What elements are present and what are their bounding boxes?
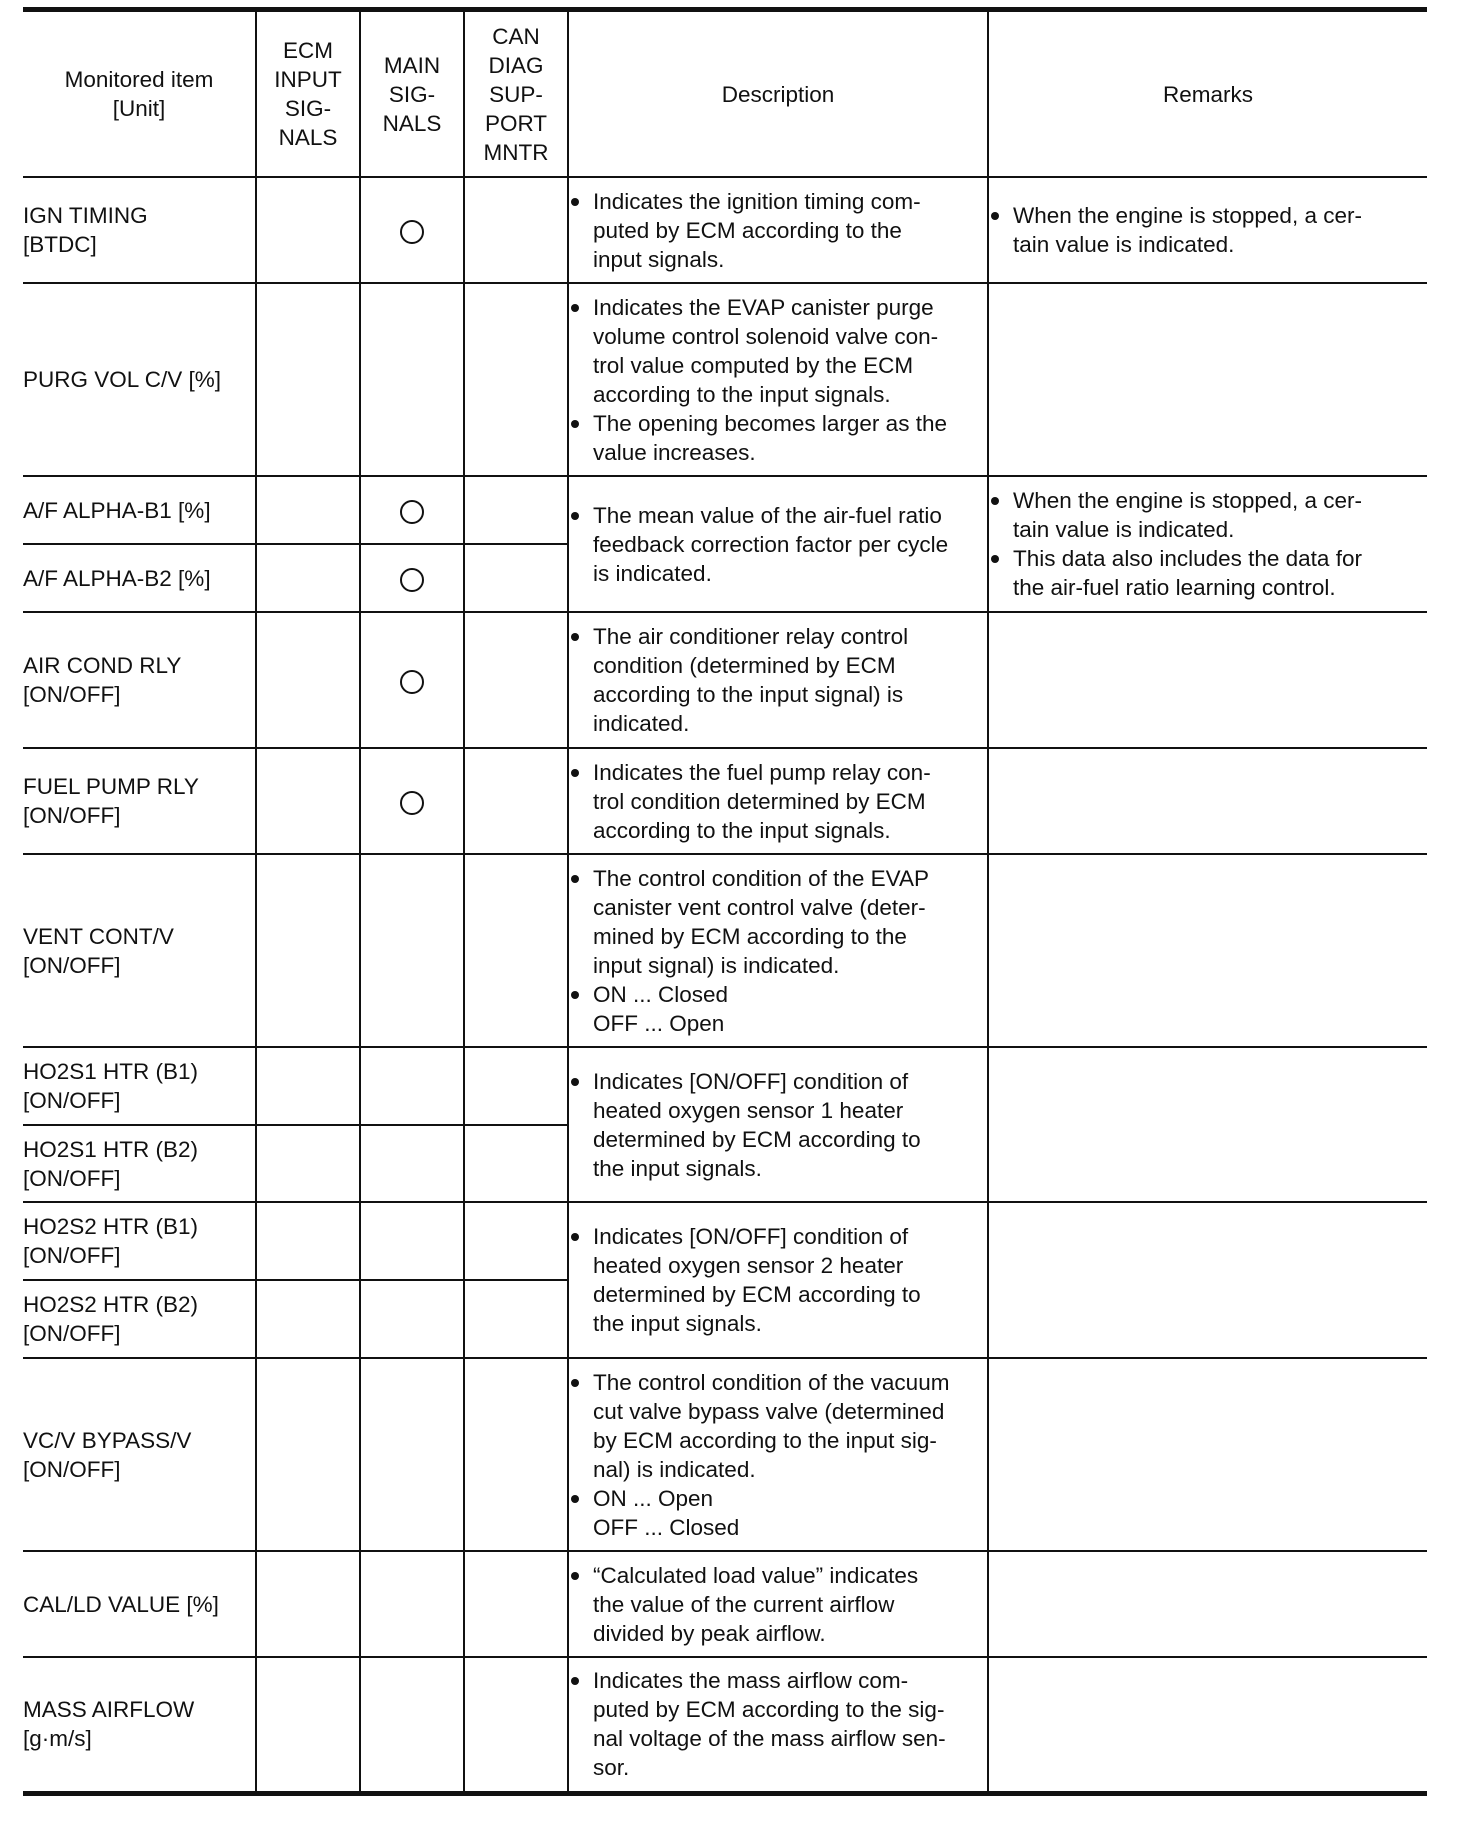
main-signal-cell — [360, 1657, 464, 1793]
can-diag-cell — [464, 1551, 568, 1657]
bullet-list — [569, 622, 987, 738]
table-row — [23, 854, 1427, 1047]
cell-line: CAL/LD VALUE [%] — [23, 1591, 219, 1617]
description-cell — [568, 854, 988, 1047]
remarks-cell — [988, 1202, 1427, 1358]
remarks-cell — [988, 1358, 1427, 1551]
main-signal-cell — [360, 177, 464, 283]
cell-line: INPUT — [274, 67, 342, 92]
cell-line: SUP- — [489, 81, 543, 107]
main-signal-cell — [360, 544, 464, 612]
item-cell — [23, 1280, 256, 1358]
bullet-item: When the engine is stopped, a cer- tain value is indicated. — [989, 486, 1427, 544]
cell-line: MASS AIRFLOW — [23, 1697, 195, 1723]
bullet-item: The control condition of the EVAP canister vent control valve (deter- mined by ECM according to the input signal) is indicated. — [569, 864, 987, 980]
bullet-item: ON ... Open OFF ... Closed — [569, 1484, 987, 1542]
cell-line: VENT CONT/V — [23, 923, 174, 949]
cell-line: PURG VOL C/V [%] — [23, 367, 221, 392]
remarks-cell — [988, 748, 1427, 854]
bullet-item: The opening becomes larger as the value increases. — [569, 409, 987, 467]
item-cell — [23, 854, 256, 1047]
remarks-cell — [988, 476, 1427, 612]
main-signal-cell — [360, 748, 464, 854]
bullet-list — [569, 758, 987, 845]
cell-line: MAIN — [383, 52, 441, 78]
cell-line: IGN TIMING — [23, 203, 148, 228]
ecm-input-cell — [256, 612, 360, 748]
bullet-item: The mean value of the air-fuel ratio feedback correction factor per cycle is indicated. — [569, 501, 987, 588]
bullet-list — [569, 293, 987, 467]
table-row — [23, 748, 1427, 854]
header-can-diag-support-mntr — [464, 10, 568, 178]
table-row — [23, 1202, 1427, 1280]
can-diag-cell — [464, 1047, 568, 1125]
bullet-list — [569, 864, 987, 1038]
bullet-item: This data also includes the data for the air-fuel ratio learning control. — [989, 544, 1427, 602]
cell-line: [Unit] — [112, 96, 166, 121]
remarks-cell — [988, 1657, 1427, 1793]
ecm-input-cell — [256, 283, 360, 476]
ecm-input-cell — [256, 748, 360, 854]
ecm-input-cell — [256, 1125, 360, 1202]
table-row — [23, 612, 1427, 748]
item-cell — [23, 177, 256, 283]
remarks-cell — [988, 177, 1427, 283]
cell-line: NALS — [278, 125, 338, 150]
cell-line: ECM — [283, 38, 333, 63]
table-row — [23, 1358, 1427, 1551]
cell-line: [ON/OFF] — [23, 803, 121, 828]
description-cell — [568, 1551, 988, 1657]
cell-line: [ON/OFF] — [23, 1243, 121, 1268]
cell-line: [ON/OFF] — [23, 1165, 121, 1191]
table-row — [23, 1047, 1427, 1125]
main-signal-cell — [360, 854, 464, 1047]
header-description: Description — [568, 10, 988, 178]
description-cell — [568, 1358, 988, 1551]
cell-line: [ON/OFF] — [23, 1456, 121, 1482]
cell-line: [ON/OFF] — [23, 1321, 121, 1346]
main-signal-mark — [400, 670, 424, 694]
cell-line: SIG- — [388, 81, 436, 107]
item-cell — [23, 283, 256, 476]
item-cell — [23, 1551, 256, 1657]
ecm-input-cell — [256, 177, 360, 283]
bullet-list — [569, 1222, 987, 1338]
item-cell — [23, 1125, 256, 1202]
can-diag-cell — [464, 1358, 568, 1551]
description-cell — [568, 1202, 988, 1358]
ecm-input-cell — [256, 1202, 360, 1280]
cell-line: [g·m/s] — [23, 1726, 92, 1752]
ecm-input-cell — [256, 854, 360, 1047]
description-cell — [568, 1657, 988, 1793]
header-remarks: Remarks — [988, 10, 1427, 178]
main-signal-cell — [360, 1280, 464, 1358]
can-diag-cell — [464, 1280, 568, 1358]
item-cell: A/F ALPHA-B1 [%] — [23, 476, 256, 544]
cell-line: [ON/OFF] — [23, 1088, 121, 1113]
description-cell — [568, 177, 988, 283]
item-cell — [23, 612, 256, 748]
cell-line: VC/V BYPASS/V — [23, 1427, 192, 1453]
bullet-item: Indicates the fuel pump relay con- trol condition determined by ECM according to the input signals. — [569, 758, 987, 845]
cell-line: Monitored item — [64, 67, 214, 92]
main-signal-cell — [360, 1202, 464, 1280]
cell-line: CAN — [492, 23, 540, 49]
bullet-list — [989, 201, 1427, 259]
cell-line: DIAG — [488, 52, 544, 78]
bullet-list — [569, 1561, 987, 1648]
can-diag-cell — [464, 1657, 568, 1793]
bullet-item: Indicates [ON/OFF] condition of heated oxygen sensor 2 heater determined by ECM according to the input signals. — [569, 1222, 987, 1338]
cell-line: AIR COND RLY — [23, 653, 182, 678]
cell-line: NALS — [382, 110, 442, 136]
bullet-item: Indicates the EVAP canister purge volume control solenoid valve con- trol value computed by the ECM according to the input signals. — [569, 293, 987, 409]
remarks-cell — [988, 854, 1427, 1047]
bullet-list — [569, 1067, 987, 1183]
main-signal-cell — [360, 1358, 464, 1551]
table-row — [23, 283, 1427, 476]
table-row — [23, 476, 1427, 544]
monitor-item-table — [23, 7, 1427, 1796]
bullet-item: ON ... Closed OFF ... Open — [569, 980, 987, 1038]
item-cell — [23, 1202, 256, 1280]
can-diag-cell — [464, 177, 568, 283]
remarks-cell — [988, 1551, 1427, 1657]
bullet-list — [569, 501, 987, 588]
ecm-input-cell — [256, 1551, 360, 1657]
main-signal-mark — [400, 220, 424, 244]
table-row — [23, 1657, 1427, 1793]
bullet-item: When the engine is stopped, a cer- tain value is indicated. — [989, 201, 1427, 259]
description-cell — [568, 476, 988, 612]
can-diag-cell — [464, 476, 568, 544]
ecm-input-cell — [256, 1358, 360, 1551]
bullet-list — [989, 486, 1427, 602]
cell-line: PORT — [484, 110, 548, 136]
can-diag-cell — [464, 1202, 568, 1280]
can-diag-cell — [464, 748, 568, 854]
ecm-input-cell — [256, 1280, 360, 1358]
cell-line: [ON/OFF] — [23, 682, 121, 707]
bullet-item: Indicates the mass airflow com- puted by ECM according to the sig- nal voltage of the mass airflow sen- sor. — [569, 1666, 987, 1782]
cell-line: HO2S1 HTR (B1) — [23, 1059, 199, 1084]
cell-line: MNTR — [483, 139, 549, 165]
bullet-list — [569, 1368, 987, 1542]
header-monitored-item — [23, 10, 256, 178]
bullet-item: The air conditioner relay control condition (determined by ECM according to the input signal) is indicated. — [569, 622, 987, 738]
bullet-item: “Calculated load value” indicates the value of the current airflow divided by peak airflow. — [569, 1561, 987, 1648]
remarks-cell — [988, 283, 1427, 476]
cell-line: HO2S2 HTR (B1) — [23, 1214, 199, 1239]
header-ecm-input-signals — [256, 10, 360, 178]
description-cell — [568, 283, 988, 476]
item-cell — [23, 1047, 256, 1125]
cell-line: HO2S2 HTR (B2) — [23, 1292, 199, 1317]
cell-line: SIG- — [284, 96, 332, 121]
item-cell — [23, 748, 256, 854]
can-diag-cell — [464, 283, 568, 476]
table-row — [23, 177, 1427, 283]
table-row — [23, 1551, 1427, 1657]
can-diag-cell — [464, 544, 568, 612]
description-cell — [568, 1047, 988, 1202]
bullet-item: Indicates [ON/OFF] condition of heated oxygen sensor 1 heater determined by ECM according to the input signals. — [569, 1067, 987, 1183]
can-diag-cell — [464, 854, 568, 1047]
header-row — [23, 10, 1427, 178]
main-signal-cell — [360, 476, 464, 544]
main-signal-cell — [360, 612, 464, 748]
bullet-item: The control condition of the vacuum cut valve bypass valve (determined by ECM according to the input sig- nal) is indicated. — [569, 1368, 987, 1484]
bullet-item: Indicates the ignition timing com- puted by ECM according to the input signals. — [569, 187, 987, 274]
main-signal-mark — [400, 500, 424, 524]
can-diag-cell — [464, 1125, 568, 1202]
can-diag-cell — [464, 612, 568, 748]
main-signal-cell — [360, 1125, 464, 1202]
main-signal-cell — [360, 283, 464, 476]
cell-line: HO2S1 HTR (B2) — [23, 1136, 199, 1162]
ecm-input-cell — [256, 1047, 360, 1125]
ecm-input-cell — [256, 1657, 360, 1793]
bullet-list — [569, 1666, 987, 1782]
item-cell: A/F ALPHA-B2 [%] — [23, 544, 256, 612]
ecm-input-cell — [256, 544, 360, 612]
main-signal-mark — [400, 791, 424, 815]
ecm-input-cell — [256, 476, 360, 544]
remarks-cell — [988, 612, 1427, 748]
remarks-cell — [988, 1047, 1427, 1202]
header-main-signals — [360, 10, 464, 178]
cell-line: [BTDC] — [23, 232, 97, 257]
main-signal-mark — [400, 568, 424, 592]
main-signal-cell — [360, 1551, 464, 1657]
cell-line: FUEL PUMP RLY — [23, 774, 199, 799]
description-cell — [568, 748, 988, 854]
bullet-list — [569, 187, 987, 274]
item-cell — [23, 1657, 256, 1793]
description-cell — [568, 612, 988, 748]
cell-line: [ON/OFF] — [23, 952, 121, 978]
item-cell — [23, 1358, 256, 1551]
main-signal-cell — [360, 1047, 464, 1125]
